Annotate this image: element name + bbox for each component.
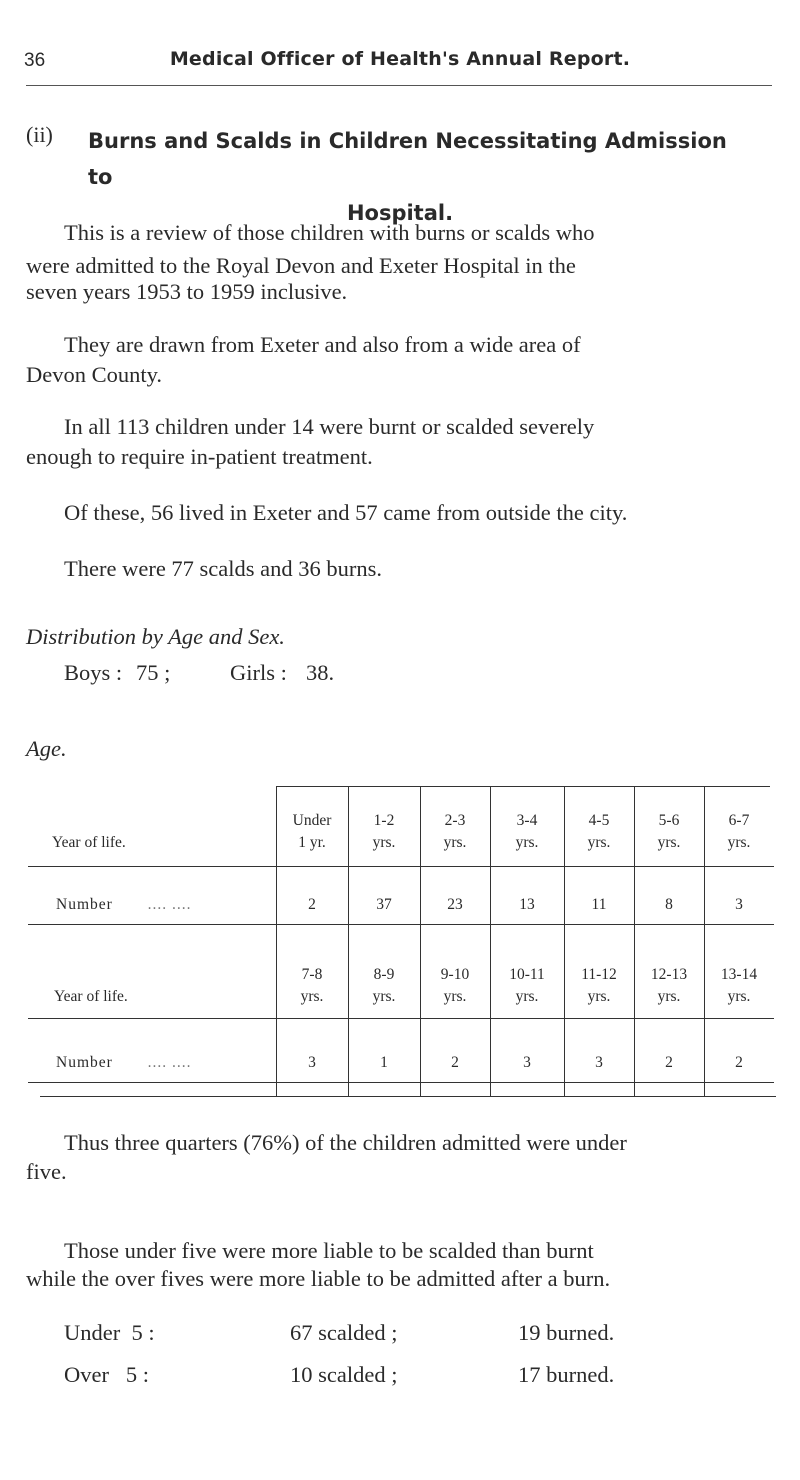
table-rule-4 — [28, 1082, 774, 1083]
bottom-header-line1-cell: 8-9 — [373, 966, 395, 983]
paragraph-1-line-3: seven years 1953 to 1959 inclusive. — [26, 279, 348, 304]
summary-under-burned: 19 burned. — [518, 1320, 615, 1345]
paragraph-1-line-1: This is a review of those children with burns or scalds who — [64, 220, 595, 245]
bottom-number-cell: 3 — [523, 1054, 531, 1071]
top-header-line1-cell: 5-6 — [658, 812, 680, 829]
top-header-line2-cell: yrs. — [657, 834, 681, 851]
bottom-number-cell: 3 — [308, 1054, 316, 1071]
table-rule-3 — [28, 1018, 774, 1019]
header-rule — [26, 85, 772, 86]
paragraph-3-line-1: In all 113 children under 14 were burnt or scalded severely — [64, 414, 595, 439]
paragraph-4: Of these, 56 lived in Exeter and 57 came from outside the city. — [64, 500, 628, 525]
bottom-number-cell: 3 — [595, 1054, 603, 1071]
conclusion-2-line-2: while the over fives were more liable to be admitted after a burn. — [26, 1266, 611, 1291]
bottom-header-line2-cell: yrs. — [300, 988, 324, 1005]
table-rule-1 — [28, 866, 774, 867]
top-header-line1-cell: 4-5 — [588, 812, 610, 829]
girls-label: Girls : — [230, 660, 287, 685]
top-number-cell: 37 — [376, 896, 392, 913]
summary-under-label: Under 5 : — [64, 1320, 155, 1345]
row-label-number-top — [56, 896, 192, 914]
bottom-header-line2-cell: yrs. — [727, 988, 751, 1005]
top-header-line1-cell: 6-7 — [728, 812, 750, 829]
col-line-0 — [276, 786, 277, 1096]
col-line-4 — [564, 786, 565, 1096]
col-line-5 — [634, 786, 635, 1096]
table-top-rule — [276, 786, 770, 787]
section-title — [88, 123, 748, 231]
conclusion-1-line-2: five. — [26, 1159, 67, 1184]
bottom-header-line1-cell: 7-8 — [301, 966, 323, 983]
bottom-header-line1-cell: 9-10 — [440, 966, 470, 983]
top-header-line2-cell: yrs. — [372, 834, 396, 851]
leader-dots-bottom: .... .... — [147, 1054, 192, 1071]
top-header-line2-cell: yrs. — [443, 834, 467, 851]
paragraph-2-line-1: They are drawn from Exeter and also from a wide area of — [64, 332, 581, 357]
col-line-3 — [490, 786, 491, 1096]
bottom-number-cell: 2 — [451, 1054, 459, 1071]
section-number: (ii) — [26, 122, 53, 147]
top-number-cell: 13 — [519, 896, 535, 913]
top-number-cell: 3 — [735, 896, 743, 913]
paragraph-3-line-2: enough to require in-patient treatment. — [26, 444, 373, 469]
bottom-header-line2-cell: yrs. — [443, 988, 467, 1005]
running-title: Medical Officer of Health's Annual Report. — [169, 48, 631, 70]
conclusion-1-line-1: Thus three quarters (76%) of the children admitted were under — [64, 1130, 627, 1155]
bottom-header-line2-cell: yrs. — [515, 988, 539, 1005]
section-title-line1: Burns and Scalds in Children Necessitating Admission to — [88, 129, 727, 189]
table-rule-2 — [28, 924, 774, 925]
bottom-header-line1-cell: 11-12 — [581, 966, 617, 983]
top-number-cell: 2 — [308, 896, 316, 913]
col-line-6 — [704, 786, 705, 1096]
col-line-2 — [420, 786, 421, 1096]
leader-dots-top: .... .... — [147, 896, 192, 913]
conclusion-2-line-1: Those under five were more liable to be scalded than burnt — [64, 1238, 594, 1263]
age-heading: Age. — [26, 736, 67, 761]
top-header-line2-cell: yrs. — [587, 834, 611, 851]
top-header-line2-cell: yrs. — [727, 834, 751, 851]
number-label-top: Number — [56, 896, 113, 913]
summary-over-scalded: 10 scalded ; — [290, 1362, 398, 1387]
distribution-heading: Distribution by Age and Sex. — [26, 624, 285, 649]
bottom-header-line1-cell: 12-13 — [650, 966, 688, 983]
summary-over-label: Over 5 : — [64, 1362, 149, 1387]
bottom-header-line2-cell: yrs. — [372, 988, 396, 1005]
bottom-header-line1-cell: 10-11 — [509, 966, 545, 983]
bottom-number-cell: 2 — [665, 1054, 673, 1071]
bottom-number-cell: 2 — [735, 1054, 743, 1071]
row-label-number-bottom — [56, 1054, 192, 1072]
top-header-line1-cell: 2-3 — [444, 812, 466, 829]
top-header-line1-cell: Under — [292, 812, 332, 829]
bottom-header-line2-cell: yrs. — [657, 988, 681, 1005]
boys-label: Boys : — [64, 660, 123, 685]
summary-over-burned: 17 burned. — [518, 1362, 615, 1387]
top-header-line1-cell: 1-2 — [373, 812, 395, 829]
summary-under-scalded: 67 scalded ; — [290, 1320, 398, 1345]
row-label-year-top: Year of life. — [52, 834, 126, 851]
top-number-cell: 8 — [665, 896, 673, 913]
top-header-line1-cell: 3-4 — [516, 812, 538, 829]
top-header-line2-cell: yrs. — [515, 834, 539, 851]
girls-value: 38. — [306, 660, 335, 685]
table-bottom-rule — [40, 1096, 776, 1097]
paragraph-5: There were 77 scalds and 36 burns. — [64, 556, 383, 581]
paragraph-1-line-2: were admitted to the Royal Devon and Exeter Hospital in the — [26, 253, 576, 278]
boys-value: 75 ; — [136, 660, 171, 685]
row-label-year-bottom: Year of life. — [54, 988, 128, 1005]
top-number-cell: 23 — [447, 896, 463, 913]
bottom-number-cell: 1 — [380, 1054, 388, 1071]
section-title-line2: Hospital. — [346, 201, 454, 225]
paragraph-2-line-2: Devon County. — [26, 362, 163, 387]
col-line-1 — [348, 786, 349, 1096]
top-number-cell: 11 — [591, 896, 607, 913]
bottom-header-line1-cell: 13-14 — [720, 966, 758, 983]
bottom-header-line2-cell: yrs. — [587, 988, 611, 1005]
number-label-bottom: Number — [56, 1054, 113, 1071]
top-header-line2-cell: 1 yr. — [298, 834, 326, 851]
page-number: 36 — [24, 50, 46, 71]
